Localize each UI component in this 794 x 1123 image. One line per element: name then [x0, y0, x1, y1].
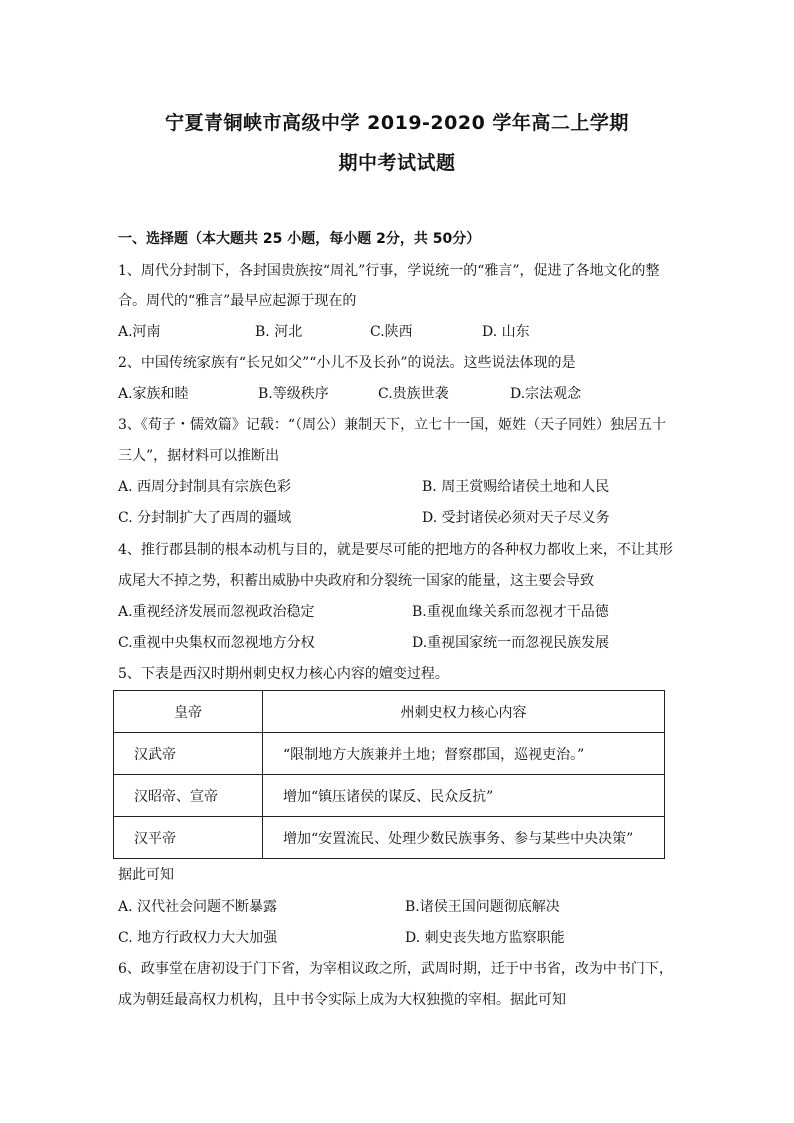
- q3-option-d: D. 受封诸侯必须对天子尽义务: [422, 510, 610, 526]
- q4-option-c: C.重视中央集权而忽视地方分权: [118, 635, 315, 651]
- table-cell-content: 增加“镇压诸侯的谋反、民众反抗”: [263, 775, 665, 817]
- q3-option-a: A. 西周分封制具有宗族色彩: [118, 479, 292, 495]
- prefect-power-table: [113, 690, 665, 859]
- section-heading-choice: 一、选择题（本大题共 25 小题，每小题 2分，共 50分）: [118, 231, 481, 247]
- q2-option-c: C.贵族世袭: [378, 386, 449, 402]
- question-4-line-2: 成尾大不掉之势，积蓄出威胁中央政府和分裂统一国家的能量，这主要会导致: [118, 573, 594, 589]
- q4-option-b: B.重视血缘关系而忽视才干品德: [412, 604, 609, 620]
- question-5-conclusion: 据此可知: [118, 867, 174, 883]
- table-cell-content: 增加“安置流民、处理少数民族事务、参与某些中央决策”: [263, 817, 665, 859]
- table-header-content: 州刺史权力核心内容: [263, 691, 665, 733]
- document-subtitle: 期中考试试题: [338, 152, 456, 174]
- table-row: [114, 775, 665, 817]
- question-1-line-2: 合。周代的“雅言”最早应起源于现在的: [118, 293, 357, 309]
- table-header-emperor: 皇帝: [114, 691, 263, 733]
- q3-option-b: B. 周王赏赐给诸侯土地和人民: [422, 479, 610, 495]
- table-row: [114, 733, 665, 775]
- q4-option-d: D.重视国家统一而忽视民族发展: [412, 635, 610, 651]
- q2-option-a: A.家族和睦: [118, 386, 189, 402]
- q2-option-d: D.宗法观念: [510, 386, 582, 402]
- question-6-line-1: 6、政事堂在唐初设于门下省，为宰相议政之所，武周时期，迁于中书省，改为中书门下，: [118, 961, 673, 977]
- q5-option-b: B.诸侯王国问题彻底解决: [405, 899, 560, 915]
- table-cell-emperor: 汉昭帝、宣帝: [114, 775, 263, 817]
- table-cell-emperor: 汉平帝: [114, 817, 263, 859]
- table-header-row: [114, 691, 665, 733]
- question-3-line-1: 3、《荀子・儒效篇》记载：“（周公）兼制天下，立七十一国，姬姓（天子同姓）独居五十: [118, 417, 667, 433]
- question-5-line-1: 5、下表是西汉时期州刺史权力核心内容的嬗变过程。: [118, 666, 449, 682]
- document-title: 宁夏青铜峡市高级中学 2019-2020 学年高二上学期: [165, 112, 629, 134]
- question-1-line-1: 1、周代分封制下，各封国贵族按“周礼”行事，学说统一的“雅言”，促进了各地文化的整: [118, 263, 660, 279]
- q1-option-b: B. 河北: [255, 324, 303, 340]
- q3-option-c: C. 分封制扩大了西周的疆域: [118, 510, 292, 526]
- q5-option-c: C. 地方行政权力大大加强: [118, 930, 278, 946]
- question-3-line-2: 三人”，据材料可以推断出: [118, 448, 280, 464]
- q1-option-d: D. 山东: [482, 324, 530, 340]
- q5-option-a: A. 汉代社会问题不断暴露: [118, 899, 278, 915]
- table-cell-emperor: 汉武帝: [114, 733, 263, 775]
- q5-option-d: D. 刺史丧失地方监察职能: [405, 930, 565, 946]
- question-4-line-1: 4、推行郡县制的根本动机与目的，就是要尽可能的把地方的各种权力都收上来，不让其形: [118, 542, 673, 558]
- q1-option-c: C.陕西: [370, 324, 413, 340]
- question-6-line-2: 成为朝廷最高权力机构，且中书令实际上成为大权独揽的宰相。据此可知: [118, 992, 566, 1008]
- question-2-line-1: 2、中国传统家族有“长兄如父”“小儿不及长孙”的说法。这些说法体现的是: [118, 355, 576, 371]
- q2-option-b: B.等级秩序: [258, 386, 329, 402]
- q1-option-a: A.河南: [118, 324, 161, 340]
- table-row: [114, 817, 665, 859]
- q4-option-a: A.重视经济发展而忽视政治稳定: [118, 604, 315, 620]
- table-cell-content: “限制地方大族兼并土地；督察郡国，巡视吏治。”: [263, 733, 665, 775]
